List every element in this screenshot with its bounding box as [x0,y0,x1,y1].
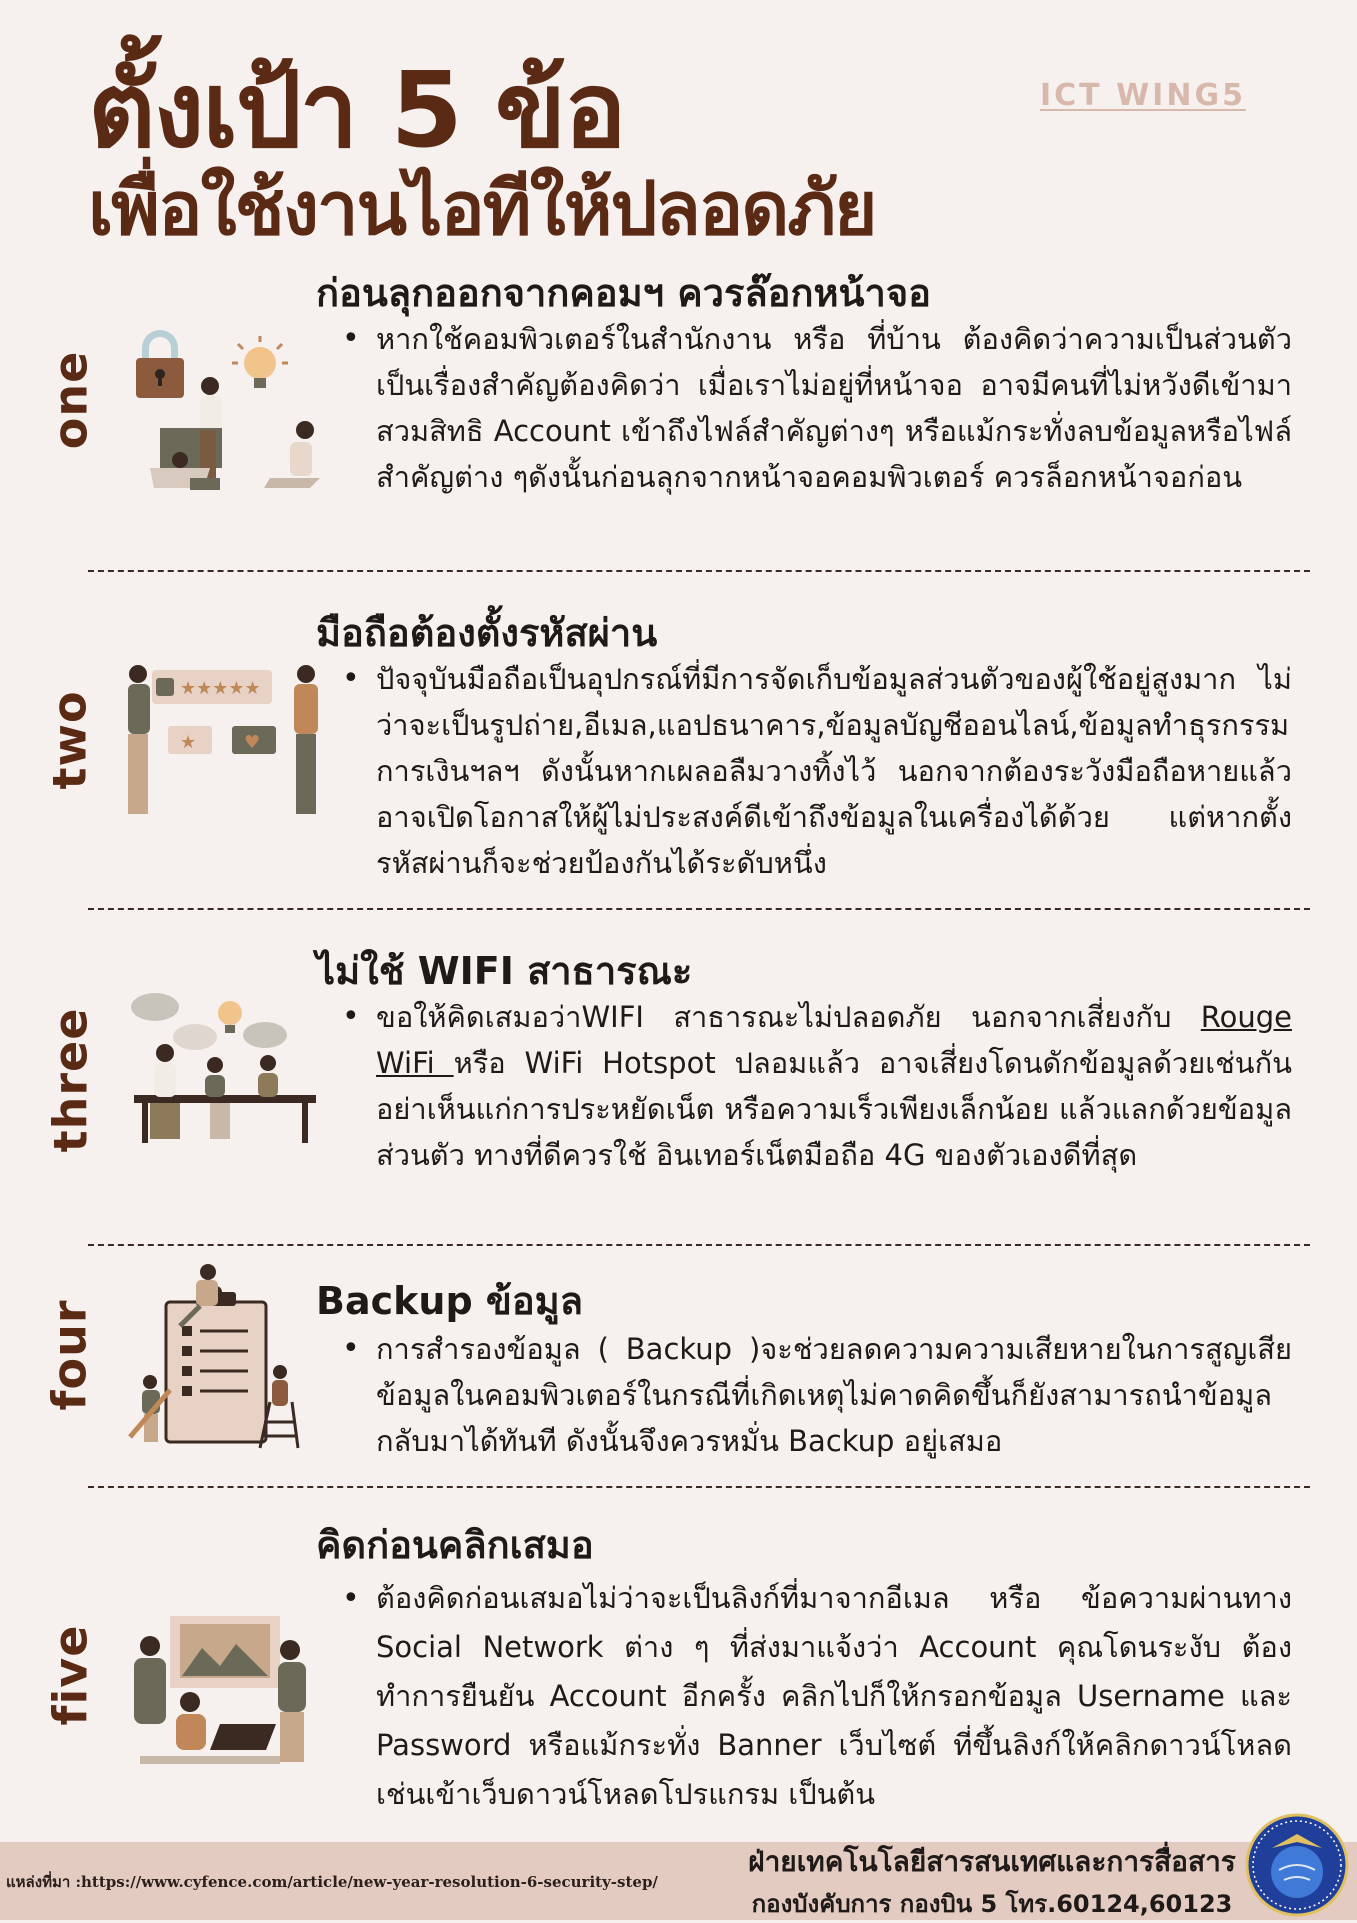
clipboard-checklist-illustration [120,1262,330,1452]
unit-contact: กองบังคับการ กองบิน 5 โทร.60124,60123 [751,1890,1233,1918]
section-number-five: five [43,1624,97,1726]
brand-label: ICT WING5 [1040,78,1246,113]
section-text: การสำรองข้อมูล ( Backup )จะช่วยลดความความเสียหายในการสูญเสียข้อมูลในคอมพิวเตอร์ในกรณีที่เกิดเหตุไม่คาดคิดขึ้นก็ยังสามารถนำข้อมูลกลับมาได้ทันที ดังนั้นจึงควรหมั่น Backup อยู่เสมอ [376,1332,1292,1458]
bullet-icon: • [342,1581,360,1616]
section-title-three: ไม่ใช้ WIFI สาธารณะ [316,949,693,993]
lock-teamwork-illustration [120,318,330,498]
divider [88,1244,1310,1246]
page-subtitle: เพื่อใช้งานไอทีให้ปลอดภัย [88,166,876,252]
section-title-one: ก่อนลุกออกจากคอมฯ ควรล๊อกหน้าจอ [316,271,931,315]
section-body-five [342,1574,1292,1819]
meeting-illustration [120,985,330,1155]
section-body-three [342,994,1292,1178]
bullet-icon: • [342,1331,360,1366]
section-text: ต้องคิดก่อนเสมอไม่ว่าจะเป็นลิงก์ที่มาจากอีเมล หรือ ข้อความผ่านทาง Social Network ต่าง ๆ ที่ส่งมาแจ้งว่า Account คุณโดนระงับ ต้องทำการยืนยัน Account อีกครั้ง คลิกไปก็ให้กรอกข้อมูล Username และ Password หรือแม้กระทั่ง Banner เว็บไซต์ ที่ขึ้นลิงก์ให้คลิกดาวน์โหลด เช่นเข้าเว็บดาวน์โหลดโปรแกรม เป็นต้น [376,1581,1292,1811]
wing5-emblem-icon [1244,1812,1350,1918]
presentation-illustration [120,1610,330,1770]
svg-text:★: ★ [180,732,197,753]
source-link[interactable]: แหล่งที่มา :https://www.cyfence.com/article/new-year-resolution-6-security-step/ [6,1873,658,1891]
bullet-icon: • [342,999,360,1034]
section-title-four: Backup ข้อมูล [316,1279,584,1323]
section-text: ปัจจุบันมือถือเป็นอุปกรณ์ที่มีการจัดเก็บข้อมูลส่วนตัวของผู้ใช้อยู่สูงมาก ไม่ว่าจะเป็นรูปถ่าย,อีเมล,แอปธนาคาร,ข้อมูลบัญชีออนไลน์,ข้อมูลทำธุรกรรมการเงินฯลฯ ดังนั้นหากเผลอลืมวางทิ้งไว้ นอกจากต้องระวังมือถือหายแล้ว อาจเปิดโอกาสให้ผู้ไม่ประสงค์ดีเข้าถึงข้อมูลในเครื่องได้ด้วย แต่หากตั้งรหัสผ่านก็จะช่วยป้องกันได้ระดับหนึ่ง [376,662,1292,880]
department-name: ฝ่ายเทคโนโลยีสารสนเทศและการสื่อสาร [748,1845,1236,1878]
section-title-five: คิดก่อนคลิกเสมอ [316,1523,594,1567]
svg-text:♥: ♥ [244,732,261,753]
section-body-one [342,316,1292,500]
section-title-two: มือถือต้องตั้งรหัสผ่าน [316,611,658,655]
divider [88,908,1310,910]
divider [88,570,1310,572]
section-text: ขอให้คิดเสมอว่าWIFI สาธารณะไม่ปลอดภัย นอกจากเสี่ยงกับ Rouge WiFi หรือ WiFi Hotspot ปลอมแล้ว อาจเสี่ยงโดนดักข้อมูลด้วยเช่นกัน อย่าเห็นแก่การประหยัดเน็ต หรือความเร็วเพียงเล็กน้อย แล้วแลกด้วยข้อมูลส่วนตัว ทางที่ดีควรใช้ อินเทอร์เน็ตมือถือ 4G ของตัวเองดีที่สุด [376,1000,1292,1172]
section-number-four: four [43,1299,97,1411]
svg-text:★★★★★: ★★★★★ [180,678,261,699]
section-number-one: one [43,350,97,450]
section-body-two [342,656,1292,886]
section-text: หากใช้คอมพิวเตอร์ในสำนักงาน หรือ ที่บ้าน ต้องคิดว่าความเป็นส่วนตัวเป็นเรื่องสำคัญต้องคิดว่า เมื่อเราไม่อยู่ที่หน้าจอ อาจมีคนที่ไม่หวังดีเข้ามาสวมสิทธิ Account เข้าถึงไฟล์สำคัญต่างๆ หรือแม้กระทั่งลบข้อมูลหรือไฟล์สำคัญต่าง ๆดังนั้นก่อนลุกจากหน้าจอคอมพิวเตอร์ ควรล็อกหน้าจอก่อน [376,322,1292,494]
bullet-icon: • [342,321,360,356]
divider [88,1486,1310,1488]
section-number-two: two [43,690,97,790]
page-title: ตั้งเป้า 5 ข้อ [88,49,625,171]
bullet-icon: • [342,661,360,696]
rouge-wifi-link[interactable]: Rouge WiFi [376,1000,1292,1080]
rating-feedback-illustration [120,660,330,830]
section-number-three: three [43,1007,98,1153]
section-body-four [342,1326,1292,1464]
